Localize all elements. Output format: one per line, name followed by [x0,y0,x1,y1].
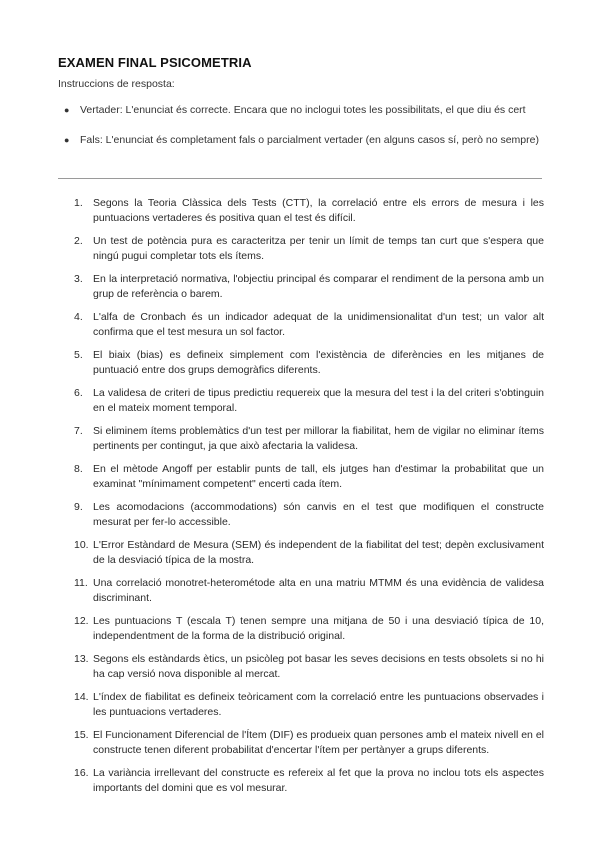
question-text: Les acomodacions (accommodations) són canvis en el test que modifiquen el constructe mesurat per fer-lo accessible. [93,501,544,528]
question-number: 9. [74,501,83,513]
question-text: Si eliminem ítems problemàtics d'un test per millorar la fiabilitat, hem de vigilar no eliminar ítems pertinents per contingut, ja que això afectaria la validesa. [93,425,544,452]
question-item [74,576,544,606]
question-number: 3. [74,273,83,285]
instruction-text: Fals: L'enunciat és completament fals o parcialment vertader (en alguns casos sí, però no sempre) [80,134,539,146]
question-number: 8. [74,463,83,475]
question-text: En la interpretació normativa, l'objectiu principal és comparar el rendiment de la persona amb un grup de referència o barem. [93,273,544,300]
question-text: El biaix (bias) es defineix simplement com l'existència de diferències en les mitjanes de puntuació entre dos grups demogràfics diferents. [93,349,544,376]
divider [58,178,542,179]
bullet-icon: ● [64,135,70,145]
question-number: 1. [74,197,83,209]
question-text: L'Error Estàndard de Mesura (SEM) és independent de la fiabilitat del test; depèn exclusivament de la desviació típica de la mostra. [93,539,544,566]
instruction-text: Vertader: L'enunciat és correcte. Encara que no inclogui totes les possibilitats, el que diu és cert [80,104,526,116]
question-text: Una correlació monotret-heterométode alta en una matriu MTMM és una evidència de validesa discriminant. [93,577,544,604]
question-item [74,500,544,530]
question-item [74,728,544,758]
question-item [74,538,544,568]
instruction-item [64,103,545,118]
question-item [74,386,544,416]
question-number: 13. [74,653,89,665]
question-number: 11. [74,577,88,589]
question-text: La variància irrellevant del constructe es refereix al fet que la prova no inclou tots els aspectes importants del domini que es vol mesurar. [93,767,544,794]
question-item [74,424,544,454]
question-number: 4. [74,311,83,323]
instructions-heading: Instruccions de resposta: [58,78,175,90]
question-item [74,348,544,378]
question-item [74,614,544,644]
question-item [74,462,544,492]
question-text: En el mètode Angoff per establir punts de tall, els jutges han d'estimar la probabilitat que un examinat "mínimament competent" encerti cada ítem. [93,463,544,490]
question-text: Un test de potència pura es caracteritza per tenir un límit de temps tan curt que s'espera que ningú pugui completar tots els ítems. [93,235,544,262]
question-number: 5. [74,349,83,361]
question-number: 15. [74,729,89,741]
question-text: El Funcionament Diferencial de l'Ítem (DIF) es produeix quan persones amb el mateix nivell en el constructe tenen diferent probabilitat d'encertar l'ítem per pertànyer a grups diferents. [93,729,544,756]
question-number: 12. [74,615,89,627]
question-number: 6. [74,387,83,399]
question-text: Segons la Teoria Clàssica dels Tests (CTT), la correlació entre els errors de mesura i les puntuacions vertaderes és positiva quan el test és difícil. [93,197,544,224]
question-item [74,652,544,682]
bullet-icon: ● [64,105,70,115]
instruction-item [64,133,545,148]
question-text: Segons els estàndards ètics, un psicòleg pot basar les seves decisions en tests obsolets si no hi ha cap versió nova disponible al mercat. [93,653,544,680]
question-number: 14. [74,691,89,703]
question-item [74,234,544,264]
question-text: L'índex de fiabilitat es defineix teòricament com la correlació entre les puntuacions observades i les puntuacions vertaderes. [93,691,544,718]
question-item [74,766,544,796]
question-text: Les puntuacions T (escala T) tenen sempre una mitjana de 50 i una desviació típica de 10, independentment de la forma de la distribució original. [93,615,544,642]
question-number: 10. [74,539,89,551]
question-text: La validesa de criteri de tipus predictiu requereix que la mesura del test i la del criteri s'obtinguin en el mateix moment temporal. [93,387,544,414]
page-title: EXAMEN FINAL PSICOMETRIA [58,55,252,70]
question-number: 7. [74,425,83,437]
question-item [74,690,544,720]
question-item [74,196,544,226]
question-item [74,310,544,340]
question-number: 16. [74,767,89,779]
question-text: L'alfa de Cronbach és un indicador adequat de la unidimensionalitat d'un test; un valor alt confirma que el test mesura un sol factor. [93,311,544,338]
question-item [74,272,544,302]
question-number: 2. [74,235,83,247]
